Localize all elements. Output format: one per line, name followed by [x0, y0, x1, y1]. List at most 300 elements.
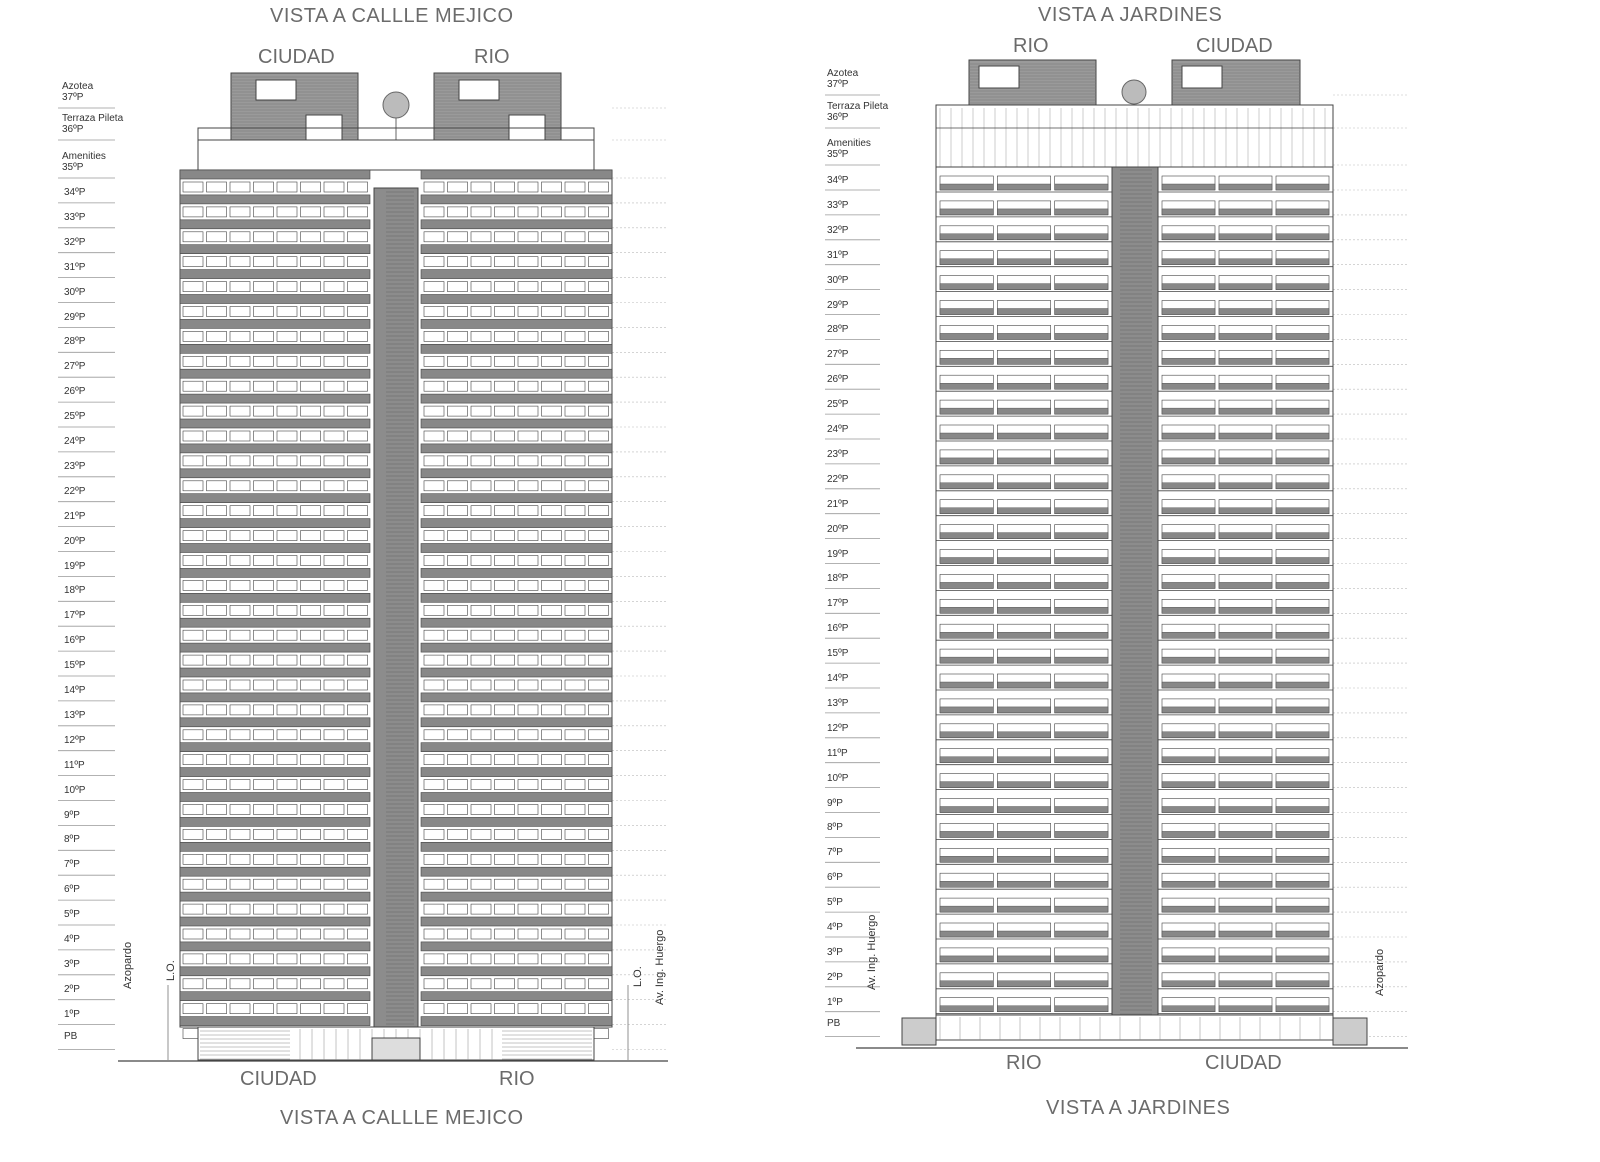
- balcony-slab: [180, 793, 370, 802]
- balcony-rail: [1162, 906, 1215, 912]
- floor-label: 3ºP: [64, 958, 80, 970]
- balcony-rail: [997, 906, 1050, 912]
- balcony-rail: [1162, 558, 1215, 564]
- balcony-slab: [180, 568, 370, 577]
- elevation-calle-mejico: [0, 0, 790, 1162]
- floor-label: 20ºP: [64, 535, 86, 547]
- balcony-rail: [997, 483, 1050, 489]
- balcony-slab: [421, 867, 612, 876]
- balcony-rail: [1162, 831, 1215, 837]
- balcony-rail: [1162, 184, 1215, 190]
- balcony-slab: [421, 469, 612, 478]
- floor-label: 3ºP: [827, 946, 843, 958]
- balcony-rail: [940, 358, 993, 364]
- balcony-rail: [1276, 657, 1329, 663]
- level-label-azotea: Azotea 37ºP: [62, 81, 94, 103]
- floor-label: 29ºP: [64, 311, 86, 323]
- balcony-rail: [1276, 358, 1329, 364]
- orientation-label-top-right: RIO: [474, 46, 510, 68]
- balcony-rail: [1055, 732, 1108, 738]
- balcony-rail: [1162, 234, 1215, 240]
- floor-label: 15ºP: [827, 648, 849, 660]
- balcony-rail: [1055, 807, 1108, 813]
- balcony-rail: [1055, 458, 1108, 464]
- balcony-rail: [940, 533, 993, 539]
- balcony-rail: [1219, 433, 1272, 439]
- balcony-rail: [1162, 732, 1215, 738]
- floor-label: 12ºP: [64, 734, 86, 746]
- balcony-rail: [1276, 757, 1329, 763]
- balcony-rail: [940, 433, 993, 439]
- street-label-left: Av. Ing. Huergo: [866, 914, 878, 990]
- balcony-rail: [997, 732, 1050, 738]
- balcony-rail: [1276, 782, 1329, 788]
- balcony-slab: [180, 544, 370, 553]
- floor-label: 11ºP: [64, 759, 85, 771]
- balcony-rail: [1219, 508, 1272, 514]
- balcony-slab: [421, 220, 612, 229]
- balcony-rail: [1055, 931, 1108, 937]
- balcony-rail: [1219, 732, 1272, 738]
- balcony-rail: [1276, 1006, 1329, 1012]
- balcony-slab: [421, 369, 612, 378]
- view-title-top: VISTA A CALLLE MEJICO: [270, 5, 514, 27]
- floor-label-pb: PB: [827, 1018, 841, 1029]
- balcony-rail: [1055, 1006, 1108, 1012]
- balcony-rail: [1055, 707, 1108, 713]
- balcony-slab: [421, 568, 612, 577]
- balcony-rail: [940, 707, 993, 713]
- balcony-rail: [1162, 707, 1215, 713]
- balcony-rail: [997, 682, 1050, 688]
- balcony-rail: [1162, 1006, 1215, 1012]
- balcony-slab: [180, 344, 370, 353]
- view-title-bottom: VISTA A CALLLE MEJICO: [280, 1107, 524, 1129]
- balcony-rail: [1055, 607, 1108, 613]
- balcony-rail: [1276, 682, 1329, 688]
- rooftop-tree: [1122, 80, 1146, 104]
- balcony-rail: [1219, 358, 1272, 364]
- balcony-rail: [997, 1006, 1050, 1012]
- balcony-slab: [421, 693, 612, 702]
- balcony-rail: [940, 981, 993, 987]
- balcony-rail: [940, 931, 993, 937]
- balcony-slab: [180, 220, 370, 229]
- level-label-terraza: Terraza Pileta 36ºP: [62, 113, 124, 135]
- balcony-rail: [1276, 209, 1329, 215]
- balcony-rail: [997, 533, 1050, 539]
- orientation-label-top-left: CIUDAD: [258, 46, 335, 68]
- balcony-rail: [1276, 533, 1329, 539]
- floor-label: 16ºP: [827, 623, 849, 635]
- balcony-rail: [1219, 931, 1272, 937]
- balcony-slab: [421, 295, 612, 304]
- balcony-rail: [1055, 508, 1108, 514]
- floor-label: 11ºP: [827, 747, 848, 759]
- floor-label: 1ºP: [64, 1008, 80, 1020]
- rooftop-skylight: [256, 80, 296, 100]
- floor-label: 32ºP: [64, 236, 86, 248]
- balcony-rail: [997, 782, 1050, 788]
- level-label-azotea: Azotea 37ºP: [827, 68, 859, 90]
- lo-label-right: L.O.: [632, 966, 644, 987]
- balcony-rail: [1162, 533, 1215, 539]
- floor-label: 22ºP: [827, 473, 849, 485]
- floor-label: 19ºP: [827, 548, 849, 560]
- balcony-slab: [421, 319, 612, 328]
- balcony-rail: [1219, 383, 1272, 389]
- floor-label: 13ºP: [827, 697, 849, 709]
- balcony-slab: [180, 593, 370, 602]
- balcony-rail: [940, 1006, 993, 1012]
- ground-floor: [936, 1015, 1333, 1040]
- balcony-rail: [1219, 458, 1272, 464]
- floor-label: 33ºP: [827, 199, 849, 211]
- balcony-rail: [940, 333, 993, 339]
- rooftop-skylight: [459, 80, 499, 100]
- rooftop-skylight: [1182, 66, 1222, 88]
- floor-label: 26ºP: [827, 374, 849, 386]
- balcony-rail: [1276, 732, 1329, 738]
- floor-label: 33ºP: [64, 211, 86, 223]
- balcony-slab: [180, 295, 370, 304]
- balcony-rail: [997, 458, 1050, 464]
- balcony-rail: [1162, 259, 1215, 265]
- floor-label: 16ºP: [64, 635, 86, 647]
- balcony-rail: [997, 607, 1050, 613]
- floor-label: 1ºP: [827, 996, 843, 1008]
- street-label-left: Azopardo: [122, 941, 134, 989]
- balcony-rail: [1055, 831, 1108, 837]
- balcony-rail: [940, 682, 993, 688]
- balcony-rail: [1276, 906, 1329, 912]
- balcony-rail: [1162, 383, 1215, 389]
- building-elevation-drawing: [800, 0, 1600, 1162]
- floor-label: 22ºP: [64, 485, 86, 497]
- balcony-slab: [180, 494, 370, 503]
- floor-label: 25ºP: [64, 411, 86, 423]
- floor-label: 10ºP: [827, 772, 849, 784]
- floor-label: 15ºP: [64, 660, 86, 672]
- floor-label: 19ºP: [64, 560, 86, 572]
- balcony-slab: [180, 668, 370, 677]
- balcony-slab: [421, 917, 612, 926]
- balcony-rail: [1276, 458, 1329, 464]
- balcony-rail: [997, 508, 1050, 514]
- balcony-rail: [1055, 483, 1108, 489]
- floor-label-pb: PB: [64, 1031, 78, 1042]
- balcony-slab: [421, 718, 612, 727]
- balcony-rail: [1055, 881, 1108, 887]
- balcony-rail: [940, 757, 993, 763]
- balcony-rail: [940, 458, 993, 464]
- balcony-rail: [997, 956, 1050, 962]
- balcony-rail: [1055, 284, 1108, 290]
- balcony-rail: [1219, 284, 1272, 290]
- balcony-rail: [1162, 856, 1215, 862]
- elevation-jardines: [800, 0, 1600, 1162]
- balcony-rail: [1219, 259, 1272, 265]
- level-label-amenities: Amenities 35ºP: [62, 151, 106, 173]
- balcony-rail: [997, 408, 1050, 414]
- balcony-rail: [1055, 358, 1108, 364]
- balcony-rail: [1162, 582, 1215, 588]
- balcony-rail: [1055, 433, 1108, 439]
- balcony-rail: [940, 881, 993, 887]
- balcony-rail: [1055, 234, 1108, 240]
- balcony-rail: [940, 408, 993, 414]
- floor-label: 21ºP: [64, 510, 86, 522]
- balcony-slab: [180, 419, 370, 428]
- balcony-rail: [1219, 582, 1272, 588]
- floor-label: 7ºP: [827, 847, 843, 859]
- balcony-rail: [940, 209, 993, 215]
- balcony-rail: [1162, 284, 1215, 290]
- balcony-rail: [1162, 333, 1215, 339]
- balcony-rail: [1276, 707, 1329, 713]
- balcony-rail: [1276, 981, 1329, 987]
- balcony-rail: [1276, 508, 1329, 514]
- balcony-rail: [1219, 408, 1272, 414]
- balcony-slab: [421, 270, 612, 279]
- balcony-rail: [1219, 782, 1272, 788]
- balcony-rail: [1219, 607, 1272, 613]
- balcony-rail: [997, 657, 1050, 663]
- orientation-label-bottom-left: CIUDAD: [240, 1068, 317, 1090]
- floor-label: 18ºP: [64, 585, 86, 597]
- level-label-terraza: Terraza Pileta 36ºP: [827, 101, 889, 123]
- balcony-rail: [1219, 483, 1272, 489]
- floor-label: 27ºP: [64, 361, 86, 373]
- orientation-label-top-left: RIO: [1013, 35, 1049, 57]
- floor-label: 8ºP: [64, 834, 80, 846]
- floor-label: 23ºP: [827, 448, 849, 460]
- balcony-rail: [1276, 807, 1329, 813]
- balcony-slab: [180, 768, 370, 777]
- balcony-rail: [1162, 682, 1215, 688]
- balcony-slab: [180, 369, 370, 378]
- balcony-slab: [180, 270, 370, 279]
- balcony-slab: [180, 469, 370, 478]
- balcony-slab: [180, 444, 370, 453]
- floor-label: 2ºP: [64, 983, 80, 995]
- balcony-rail: [1162, 807, 1215, 813]
- balcony-rail: [997, 433, 1050, 439]
- balcony-slab: [421, 394, 612, 403]
- balcony-rail: [1276, 558, 1329, 564]
- balcony-slab: [180, 867, 370, 876]
- balcony-rail: [940, 856, 993, 862]
- floor-label: 32ºP: [827, 224, 849, 236]
- balcony-rail: [1055, 682, 1108, 688]
- balcony-rail: [940, 831, 993, 837]
- balcony-rail: [940, 956, 993, 962]
- balcony-slab: [180, 693, 370, 702]
- balcony-rail: [1276, 831, 1329, 837]
- balcony-rail: [1162, 757, 1215, 763]
- balcony-slab: [421, 892, 612, 901]
- balcony-rail: [940, 309, 993, 315]
- balcony-rail: [1055, 333, 1108, 339]
- orientation-label-top-right: CIUDAD: [1196, 35, 1273, 57]
- balcony-rail: [1219, 558, 1272, 564]
- balcony-rail: [1276, 234, 1329, 240]
- balcony-slab: [421, 344, 612, 353]
- floor-label: 5ºP: [64, 909, 80, 921]
- balcony-slab: [421, 768, 612, 777]
- balcony-rail: [997, 831, 1050, 837]
- balcony-rail: [1055, 408, 1108, 414]
- balcony-rail: [1162, 632, 1215, 638]
- floor-label: 13ºP: [64, 709, 86, 721]
- balcony-rail: [1055, 259, 1108, 265]
- balcony-rail: [1276, 408, 1329, 414]
- balcony-slab: [421, 992, 612, 1001]
- balcony-rail: [1162, 483, 1215, 489]
- balcony-rail: [1162, 508, 1215, 514]
- balcony-slab: [180, 170, 370, 179]
- balcony-rail: [997, 881, 1050, 887]
- balcony-rail: [1276, 956, 1329, 962]
- amenities-level: [198, 140, 594, 170]
- balcony-rail: [1276, 433, 1329, 439]
- balcony-rail: [940, 732, 993, 738]
- balcony-rail: [1276, 284, 1329, 290]
- floor-label: 27ºP: [827, 349, 849, 361]
- balcony-slab: [180, 917, 370, 926]
- balcony-rail: [1055, 558, 1108, 564]
- floor-label: 24ºP: [64, 436, 86, 447]
- balcony-slab: [421, 444, 612, 453]
- floor-label: 4ºP: [64, 934, 80, 945]
- view-title-bottom: VISTA A JARDINES: [1046, 1097, 1231, 1119]
- balcony-rail: [1055, 582, 1108, 588]
- floor-label: 14ºP: [64, 685, 86, 696]
- balcony-rail: [1276, 333, 1329, 339]
- balcony-slab: [421, 544, 612, 553]
- floor-label: 26ºP: [64, 386, 86, 398]
- balcony-slab: [180, 319, 370, 328]
- balcony-rail: [997, 981, 1050, 987]
- balcony-slab: [180, 519, 370, 528]
- balcony-rail: [1162, 309, 1215, 315]
- balcony-slab: [421, 519, 612, 528]
- balcony-slab: [180, 195, 370, 204]
- balcony-rail: [1276, 309, 1329, 315]
- balcony-rail: [940, 782, 993, 788]
- balcony-rail: [997, 284, 1050, 290]
- floor-label: 23ºP: [64, 460, 86, 472]
- balcony-rail: [1219, 209, 1272, 215]
- floor-label: 9ºP: [64, 809, 80, 821]
- main-entrance: [372, 1038, 420, 1060]
- balcony-slab: [180, 643, 370, 652]
- balcony-rail: [1219, 906, 1272, 912]
- balcony-rail: [940, 234, 993, 240]
- balcony-rail: [1219, 831, 1272, 837]
- balcony-rail: [997, 931, 1050, 937]
- balcony-rail: [940, 657, 993, 663]
- balcony-rail: [997, 856, 1050, 862]
- balcony-slab: [421, 817, 612, 826]
- balcony-slab: [421, 942, 612, 951]
- balcony-slab: [421, 1017, 612, 1026]
- balcony-rail: [1055, 383, 1108, 389]
- central-core: [374, 188, 418, 1027]
- floor-label: 20ºP: [827, 523, 849, 535]
- balcony-rail: [940, 582, 993, 588]
- balcony-rail: [997, 757, 1050, 763]
- balcony-rail: [1162, 956, 1215, 962]
- balcony-slab: [421, 593, 612, 602]
- floor-label: 29ºP: [827, 299, 849, 311]
- balcony-rail: [1276, 184, 1329, 190]
- balcony-rail: [1162, 981, 1215, 987]
- balcony-rail: [1219, 856, 1272, 862]
- balcony-slab: [421, 170, 612, 179]
- level-label-amenities: Amenities 35ºP: [827, 138, 871, 160]
- balcony-slab: [180, 967, 370, 976]
- floor-label: 14ºP: [827, 673, 849, 684]
- balcony-slab: [421, 967, 612, 976]
- planter-right: [1333, 1018, 1367, 1045]
- balcony-slab: [421, 618, 612, 627]
- balcony-rail: [997, 707, 1050, 713]
- floor-label: 24ºP: [827, 424, 849, 435]
- floor-label: 9ºP: [827, 797, 843, 809]
- balcony-slab: [421, 494, 612, 503]
- balcony-rail: [1055, 856, 1108, 862]
- floor-label: 30ºP: [827, 274, 849, 286]
- floor-label: 7ºP: [64, 859, 80, 871]
- balcony-rail: [1162, 782, 1215, 788]
- floor-label: 12ºP: [827, 722, 849, 734]
- balcony-rail: [940, 184, 993, 190]
- balcony-slab: [180, 892, 370, 901]
- planter-left: [902, 1018, 936, 1045]
- balcony-rail: [1276, 632, 1329, 638]
- balcony-rail: [1219, 707, 1272, 713]
- balcony-rail: [1219, 234, 1272, 240]
- floor-label: 21ºP: [827, 498, 849, 510]
- balcony-rail: [1055, 632, 1108, 638]
- floor-label: 4ºP: [827, 922, 843, 933]
- balcony-slab: [180, 618, 370, 627]
- balcony-rail: [1162, 358, 1215, 364]
- balcony-rail: [1276, 259, 1329, 265]
- balcony-rail: [1219, 657, 1272, 663]
- balcony-rail: [1055, 782, 1108, 788]
- floor-label: 25ºP: [827, 399, 849, 411]
- balcony-rail: [940, 558, 993, 564]
- balcony-slab: [180, 817, 370, 826]
- balcony-rail: [1219, 956, 1272, 962]
- balcony-rail: [997, 383, 1050, 389]
- balcony-rail: [1276, 881, 1329, 887]
- street-label-right: Azopardo: [1374, 948, 1386, 996]
- balcony-rail: [997, 259, 1050, 265]
- balcony-rail: [1219, 632, 1272, 638]
- balcony-rail: [1219, 309, 1272, 315]
- balcony-rail: [1276, 582, 1329, 588]
- balcony-slab: [421, 245, 612, 254]
- balcony-rail: [1219, 1006, 1272, 1012]
- balcony-rail: [940, 284, 993, 290]
- balcony-rail: [1055, 981, 1108, 987]
- balcony-rail: [1055, 906, 1108, 912]
- balcony-slab: [421, 643, 612, 652]
- rooftop-skylight: [979, 66, 1019, 88]
